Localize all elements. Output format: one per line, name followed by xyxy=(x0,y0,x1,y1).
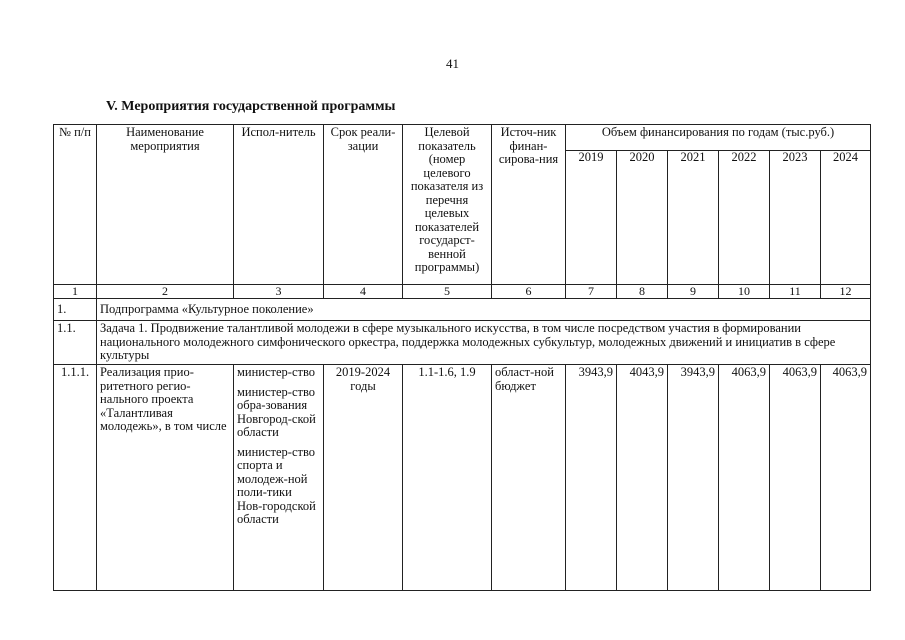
header-name: Наименование мероприятия xyxy=(97,125,234,285)
activity-num: 1.1.1. xyxy=(54,365,97,591)
activity-executors xyxy=(234,365,324,591)
column-number: 9 xyxy=(668,285,719,299)
funding-value: 4063,9 xyxy=(719,365,770,591)
page-number: 41 xyxy=(446,56,459,71)
column-number: 1 xyxy=(54,285,97,299)
header-year: 2023 xyxy=(770,151,821,285)
activity-source: област-ной бюджет xyxy=(492,365,566,591)
funding-value: 4063,9 xyxy=(821,365,871,591)
column-number: 8 xyxy=(617,285,668,299)
executor-item: министер-ство xyxy=(237,365,316,379)
executor-item: министер-ство обра-зования Новгород-ской области xyxy=(237,384,316,439)
column-number: 11 xyxy=(770,285,821,299)
header-executor: Испол-нитель xyxy=(234,125,324,285)
activities-table xyxy=(53,124,871,591)
header-num: № п/п xyxy=(54,125,97,285)
column-number: 12 xyxy=(821,285,871,299)
column-number: 4 xyxy=(324,285,403,299)
subprogram-num: 1. xyxy=(54,299,97,321)
column-number: 10 xyxy=(719,285,770,299)
subprogram-title: Подпрограмма «Культурное поколение» xyxy=(97,299,871,321)
activity-name: Реализация прио-ритетного регио-нального проекта «Талантливая молодежь», в том числе xyxy=(97,365,234,591)
activity-row xyxy=(54,365,871,591)
column-number: 6 xyxy=(492,285,566,299)
task-row xyxy=(54,321,871,365)
header-year: 2021 xyxy=(668,151,719,285)
column-number: 3 xyxy=(234,285,324,299)
header-year: 2024 xyxy=(821,151,871,285)
header-source: Источ-ник финан-сирова-ния xyxy=(492,125,566,285)
task-num: 1.1. xyxy=(54,321,97,365)
column-number-row xyxy=(54,285,871,299)
funding-value: 4043,9 xyxy=(617,365,668,591)
header-term: Срок реали-зации xyxy=(324,125,403,285)
column-number: 5 xyxy=(403,285,492,299)
funding-value: 4063,9 xyxy=(770,365,821,591)
header-year: 2019 xyxy=(566,151,617,285)
section-title: V. Мероприятия государственной программы xyxy=(106,99,396,114)
header-year: 2020 xyxy=(617,151,668,285)
activity-term: 2019-2024 годы xyxy=(324,365,403,591)
funding-value: 3943,9 xyxy=(668,365,719,591)
executor-item: министер-ство спорта и молодеж-ной поли-тики Нов-городской области xyxy=(237,444,316,526)
column-number: 2 xyxy=(97,285,234,299)
header-target: Целевой показатель (номер целевого показателя из перечня целевых показателей государст-венной программы) xyxy=(403,125,492,285)
column-number: 7 xyxy=(566,285,617,299)
header-year: 2022 xyxy=(719,151,770,285)
header-funding: Объем финансирования по годам (тыс.руб.) xyxy=(566,125,871,151)
subprogram-row xyxy=(54,299,871,321)
task-title: Задача 1. Продвижение талантливой молодежи в сфере музыкального искусства, в том числе посредством участия в формировании национального молодежного симфонического оркестра, поддержка молодежных субкультур, молодежных движений и инициатив в сфере культуры xyxy=(97,321,871,365)
activity-target: 1.1-1.6, 1.9 xyxy=(403,365,492,591)
funding-value: 3943,9 xyxy=(566,365,617,591)
